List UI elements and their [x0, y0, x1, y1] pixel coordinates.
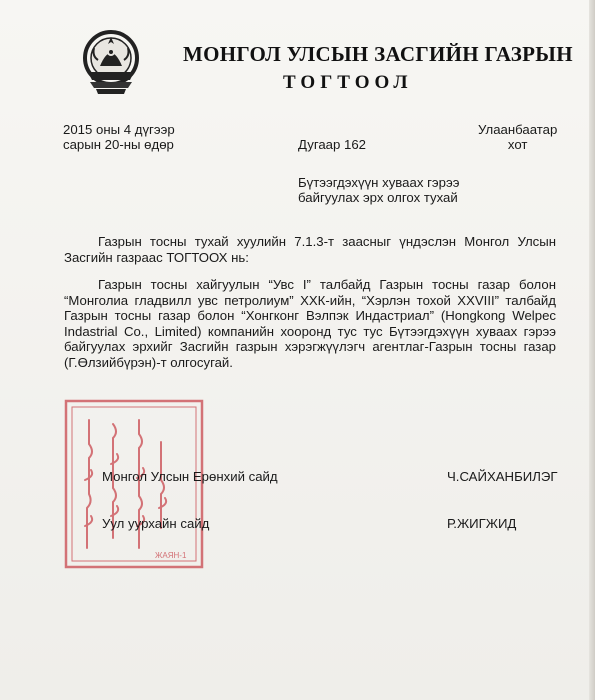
para2-line1: Газрын тосны хайгуулын “Увс I” талбайд Газрын тосны газар болон: [98, 277, 556, 292]
decree-title-line1: МОНГОЛ УЛСЫН ЗАСГИЙН ГАЗРЫН: [183, 42, 573, 66]
state-emblem-icon: [80, 28, 142, 96]
subject-line2: байгуулах эрх олгох тухай: [298, 190, 458, 205]
page-edge-shadow: [589, 0, 595, 700]
para1-line1: Газрын тосны тухай хуулийн 7.1.3-т заасныг үндэслэн Монгол Улсын: [98, 234, 556, 249]
para2-line2: “Монголиа гладвилл увс петролиум” ХХК-ийн, “Хэрлэн тохой XXVIII” талбайд: [64, 292, 556, 308]
subject-line1: Бүтээгдэхүүн хуваах гэрээ: [298, 175, 460, 190]
body-paragraph-2: [64, 277, 556, 371]
para2-line4: Indastrial Co., Limited) компанийн хооронд тус тус Бүтээгдэхүүн хуваах гэрээ: [64, 323, 556, 339]
para1-line2: Засгийн газраас ТОГТООХ нь:: [64, 249, 249, 265]
para2-line3: Газрын тосны газар болон “Хонгконг Вэлпэк Индастриал” (Hongkong Welpec: [64, 308, 556, 324]
place-line1: Улаанбаатар: [478, 122, 558, 137]
place-line2: хот: [507, 137, 528, 152]
decree-subject: [298, 175, 459, 205]
signatory-name-prime-minister: Ч.САЙХАНБИЛЭГ: [447, 469, 558, 484]
stamp-text: ЖАЯН-1: [155, 551, 187, 560]
date-line2: сарын 20-ны өдөр: [63, 137, 174, 152]
signatory-name-mining-minister: Р.ЖИГЖИД: [447, 516, 517, 531]
para2-line5: байгуулах эрхийг Засгийн газрын хэрэгжүүлэгч агентлаг-Газрын тосны газар: [64, 339, 556, 355]
decree-place: [478, 122, 557, 152]
decree-number: Дугаар 162: [298, 137, 367, 152]
signatory-title-prime-minister: Монгол Улсын Ерөнхий сайд: [102, 469, 278, 484]
para2-line6: (Г.Өлзийбүрэн)-т олгосугай.: [64, 354, 233, 370]
body-paragraph-1: [64, 234, 556, 265]
decree-title-line2: ТОГТООЛ: [283, 72, 413, 93]
signatory-title-mining-minister: Уул уурхайн сайд: [102, 516, 210, 531]
decree-date: [63, 122, 175, 152]
date-line1: 2015 оны 4 дүгээр: [63, 122, 175, 137]
official-stamp: [63, 398, 205, 570]
